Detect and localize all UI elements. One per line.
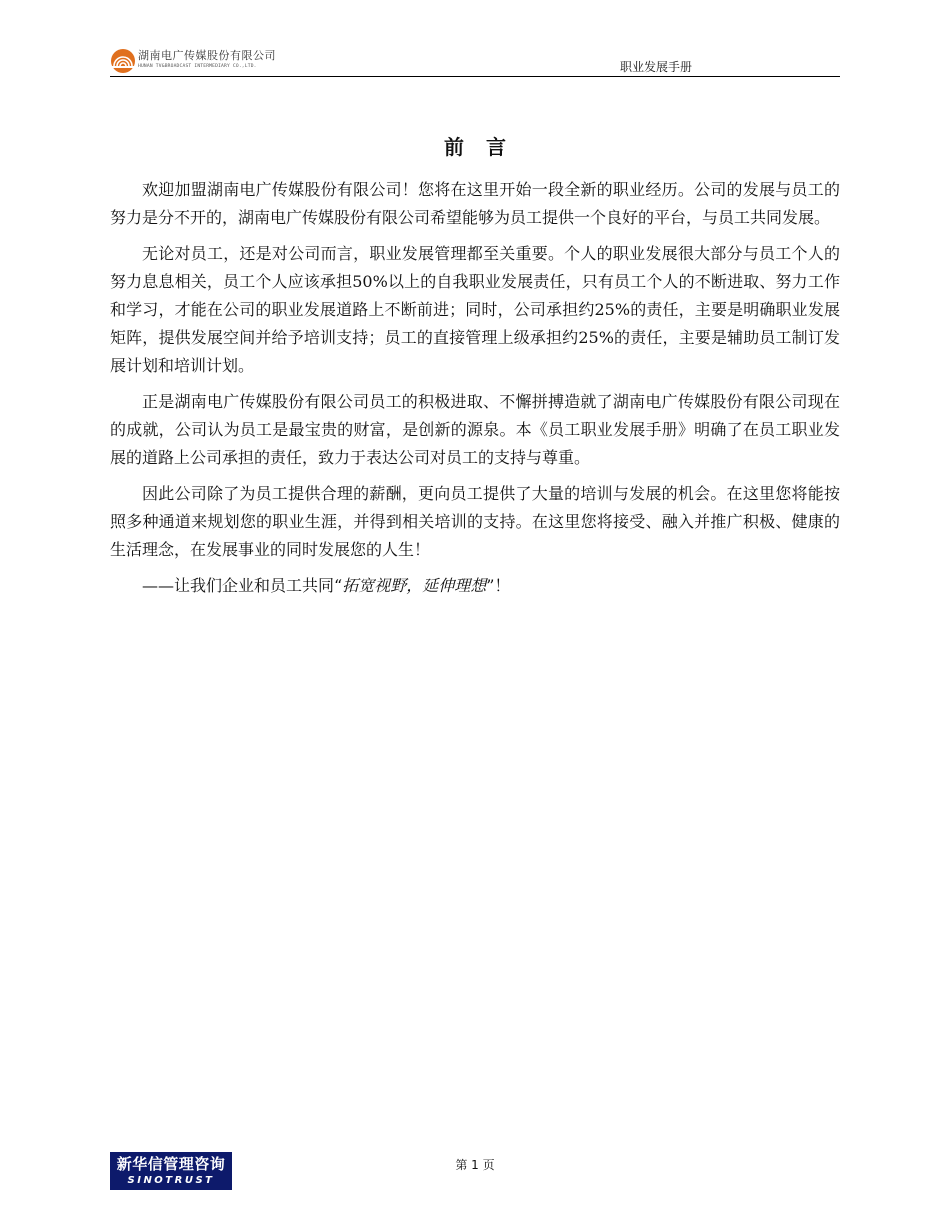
company-logo-mark-icon: [110, 48, 136, 74]
company-name-cn: 湖南电广传媒股份有限公司: [138, 49, 276, 62]
company-logo: [110, 48, 310, 76]
slogan-emphasis: 拓宽视野，延伸理想: [342, 576, 487, 595]
page-header: [110, 46, 840, 78]
slogan-prefix: ——让我们企业和员工共同“: [142, 576, 343, 595]
company-name-en: HUNAN TV&BROADCAST INTERMEDIARY CO.,LTD.: [138, 64, 257, 69]
document-title: 职业发展手册: [619, 60, 692, 74]
paragraph-achievement: 正是湖南电广传媒股份有限公司员工的积极进取、不懈拼搏造就了湖南电广传媒股份有限公司现在的成就，公司认为员工是最宝贵的财富，是创新的源泉。本《员工职业发展手册》明确了在员工职业发展的道路上公司承担的责任，致力于表达公司对员工的支持与尊重。: [110, 392, 840, 467]
paragraph-opportunity: 因此公司除了为员工提供合理的薪酬，更向员工提供了大量的培训与发展的机会。在这里您将能按照多种通道来规划您的职业生涯，并得到相关培训的支持。在这里您将接受、融入并推广积极、健康的生活理念，在发展事业的同时发展您的人生！: [110, 484, 840, 559]
closing-slogan: [110, 572, 840, 600]
page-number: 第 1 页: [455, 1158, 495, 1172]
header-divider: [110, 76, 840, 77]
consultancy-name-en: SINOTRUST: [127, 1175, 215, 1186]
main-content: [110, 176, 840, 600]
paragraph-welcome: 欢迎加盟湖南电广传媒股份有限公司！您将在这里开始一段全新的职业经历。公司的发展与员工的努力是分不开的，湖南电广传媒股份有限公司希望能够为员工提供一个良好的平台，与员工共同发展。: [110, 180, 840, 227]
consultancy-name-cn: 新华信管理咨询: [116, 1155, 226, 1173]
paragraph-responsibility: 无论对员工，还是对公司而言，职业发展管理都至关重要。个人的职业发展很大部分与员工个人的努力息息相关，员工个人应该承担50%以上的自我职业发展责任，只有员工个人的不断进取、努力工作和学习，才能在公司的职业发展道路上不断前进；同时，公司承担约25%的责任，主要是明确职业发展矩阵，提供发展空间并给予培训支持；员工的直接管理上级承担约25%的责任，主要是辅助员工制订发展计划和培训计划。: [110, 244, 840, 375]
page-title: 前言: [444, 135, 528, 159]
slogan-suffix: ”！: [486, 576, 511, 595]
